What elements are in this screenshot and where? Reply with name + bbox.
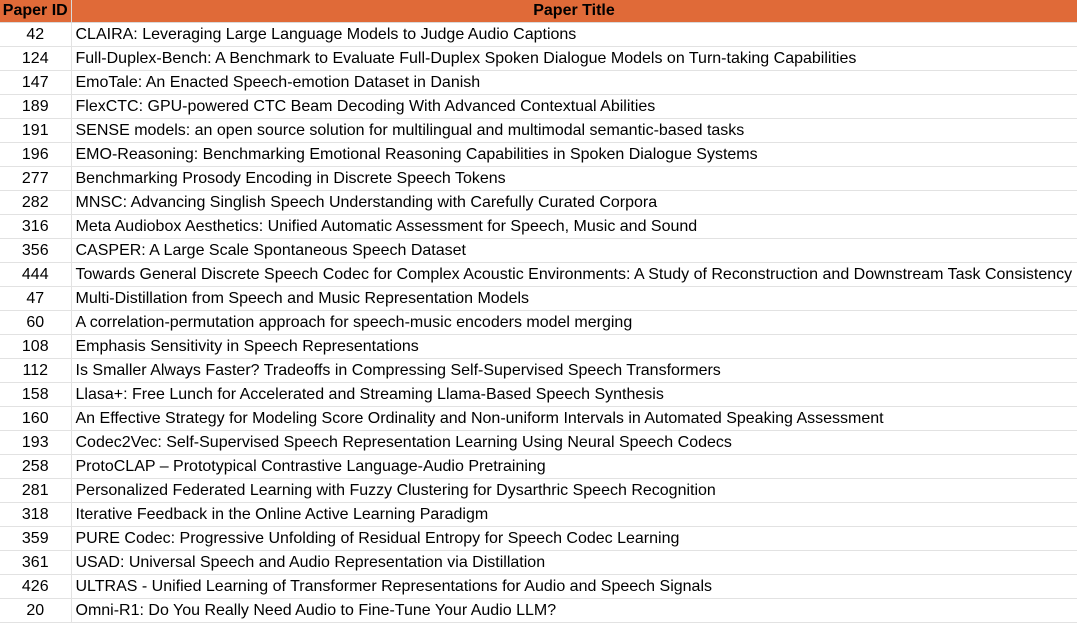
table-row	[0, 383, 1077, 407]
table-row	[0, 215, 1077, 239]
paper-title-cell[interactable]: USAD: Universal Speech and Audio Representation via Distillation	[71, 551, 1077, 575]
paper-title-cell[interactable]: Meta Audiobox Aesthetics: Unified Automatic Assessment for Speech, Music and Sound	[71, 215, 1077, 239]
table-row	[0, 143, 1077, 167]
paper-id-cell[interactable]: 20	[0, 599, 71, 623]
paper-id-cell[interactable]: 196	[0, 143, 71, 167]
paper-id-cell[interactable]: 258	[0, 455, 71, 479]
table-row	[0, 527, 1077, 551]
table-body	[0, 23, 1077, 623]
paper-id-cell[interactable]: 359	[0, 527, 71, 551]
table-row	[0, 287, 1077, 311]
paper-id-cell[interactable]: 160	[0, 407, 71, 431]
table-row	[0, 263, 1077, 287]
paper-title-cell[interactable]: Benchmarking Prosody Encoding in Discrete Speech Tokens	[71, 167, 1077, 191]
paper-title-cell[interactable]: An Effective Strategy for Modeling Score Ordinality and Non-uniform Intervals in Automated Speaking Assessment	[71, 407, 1077, 431]
table-row	[0, 239, 1077, 263]
paper-id-cell[interactable]: 60	[0, 311, 71, 335]
paper-title-cell[interactable]: Personalized Federated Learning with Fuzzy Clustering for Dysarthric Speech Recognition	[71, 479, 1077, 503]
table-row	[0, 335, 1077, 359]
paper-title-cell[interactable]: Towards General Discrete Speech Codec for Complex Acoustic Environments: A Study of Reconstruction and Downstream Task Consistency	[71, 263, 1077, 287]
table-row	[0, 479, 1077, 503]
table-row	[0, 311, 1077, 335]
header-row	[0, 0, 1077, 23]
paper-title-cell[interactable]: EmoTale: An Enacted Speech-emotion Dataset in Danish	[71, 71, 1077, 95]
paper-title-cell[interactable]: ProtoCLAP – Prototypical Contrastive Language-Audio Pretraining	[71, 455, 1077, 479]
table-row	[0, 47, 1077, 71]
paper-id-cell[interactable]: 42	[0, 23, 71, 47]
table-row	[0, 95, 1077, 119]
paper-title-cell[interactable]: CASPER: A Large Scale Spontaneous Speech Dataset	[71, 239, 1077, 263]
paper-title-cell[interactable]: MNSC: Advancing Singlish Speech Understanding with Carefully Curated Corpora	[71, 191, 1077, 215]
table-row	[0, 71, 1077, 95]
table-row	[0, 575, 1077, 599]
paper-id-cell[interactable]: 361	[0, 551, 71, 575]
paper-title-cell[interactable]: Emphasis Sensitivity in Speech Representations	[71, 335, 1077, 359]
table-row	[0, 551, 1077, 575]
table-row	[0, 167, 1077, 191]
table-row	[0, 359, 1077, 383]
paper-title-cell[interactable]: Full-Duplex-Bench: A Benchmark to Evaluate Full-Duplex Spoken Dialogue Models on Turn-taking Capabilities	[71, 47, 1077, 71]
paper-title-cell[interactable]: Codec2Vec: Self-Supervised Speech Representation Learning Using Neural Speech Codecs	[71, 431, 1077, 455]
paper-title-cell[interactable]: PURE Codec: Progressive Unfolding of Residual Entropy for Speech Codec Learning	[71, 527, 1077, 551]
paper-id-cell[interactable]: 356	[0, 239, 71, 263]
paper-title-cell[interactable]: Llasa+: Free Lunch for Accelerated and Streaming Llama-Based Speech Synthesis	[71, 383, 1077, 407]
paper-id-cell[interactable]: 316	[0, 215, 71, 239]
paper-title-cell[interactable]: A correlation-permutation approach for speech-music encoders model merging	[71, 311, 1077, 335]
paper-title-cell[interactable]: Iterative Feedback in the Online Active Learning Paradigm	[71, 503, 1077, 527]
table-row	[0, 23, 1077, 47]
table-row	[0, 119, 1077, 143]
header-paper-id[interactable]: Paper ID	[0, 0, 71, 23]
paper-id-cell[interactable]: 112	[0, 359, 71, 383]
paper-title-cell[interactable]: ULTRAS - Unified Learning of Transformer Representations for Audio and Speech Signals	[71, 575, 1077, 599]
paper-id-cell[interactable]: 426	[0, 575, 71, 599]
paper-id-cell[interactable]: 147	[0, 71, 71, 95]
paper-id-cell[interactable]: 193	[0, 431, 71, 455]
paper-id-cell[interactable]: 124	[0, 47, 71, 71]
table-row	[0, 431, 1077, 455]
paper-title-cell[interactable]: EMO-Reasoning: Benchmarking Emotional Reasoning Capabilities in Spoken Dialogue Systems	[71, 143, 1077, 167]
paper-id-cell[interactable]: 191	[0, 119, 71, 143]
paper-id-cell[interactable]: 47	[0, 287, 71, 311]
paper-id-cell[interactable]: 281	[0, 479, 71, 503]
paper-title-cell[interactable]: Is Smaller Always Faster? Tradeoffs in Compressing Self-Supervised Speech Transformers	[71, 359, 1077, 383]
paper-id-cell[interactable]: 277	[0, 167, 71, 191]
table-row	[0, 455, 1077, 479]
paper-title-cell[interactable]: FlexCTC: GPU-powered CTC Beam Decoding With Advanced Contextual Abilities	[71, 95, 1077, 119]
paper-title-cell[interactable]: Omni-R1: Do You Really Need Audio to Fine-Tune Your Audio LLM?	[71, 599, 1077, 623]
paper-id-cell[interactable]: 318	[0, 503, 71, 527]
table-row	[0, 407, 1077, 431]
table-row	[0, 503, 1077, 527]
paper-title-cell[interactable]: SENSE models: an open source solution for multilingual and multimodal semantic-based tasks	[71, 119, 1077, 143]
table-row	[0, 191, 1077, 215]
paper-id-cell[interactable]: 444	[0, 263, 71, 287]
paper-id-cell[interactable]: 108	[0, 335, 71, 359]
header-paper-title[interactable]: Paper Title	[71, 0, 1077, 23]
paper-id-cell[interactable]: 189	[0, 95, 71, 119]
paper-title-cell[interactable]: CLAIRA: Leveraging Large Language Models to Judge Audio Captions	[71, 23, 1077, 47]
paper-id-cell[interactable]: 282	[0, 191, 71, 215]
paper-id-cell[interactable]: 158	[0, 383, 71, 407]
paper-title-cell[interactable]: Multi-Distillation from Speech and Music Representation Models	[71, 287, 1077, 311]
